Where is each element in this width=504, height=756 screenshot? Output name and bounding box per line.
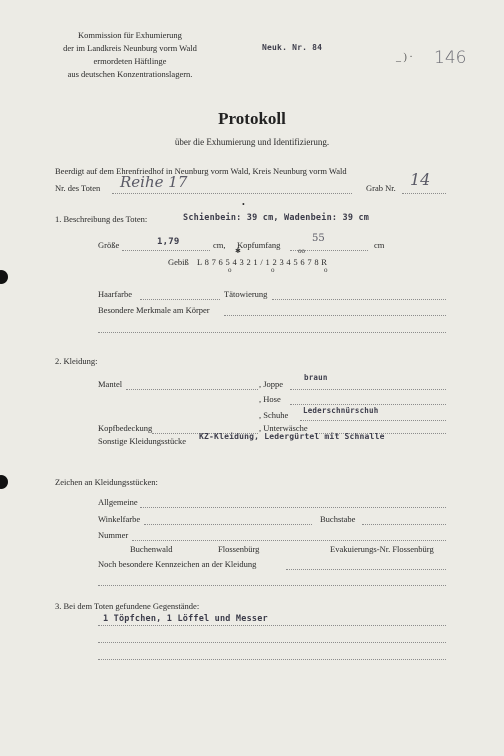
other-markings-line — [286, 569, 446, 570]
dead-number-line — [112, 193, 352, 194]
typed-mark: • — [242, 200, 245, 209]
grave-number-line — [402, 193, 446, 194]
tooth-mark: oo — [298, 247, 305, 255]
org-line-4: aus deutschen Konzentrationslagern. — [67, 69, 193, 79]
body-marks-line — [224, 315, 446, 316]
height-unit: cm, — [213, 240, 226, 250]
other-clothing-label: Sonstige Kleidungsstücke — [98, 436, 187, 446]
height-label: Größe — [98, 240, 120, 250]
reference-mark: _ ) · — [396, 52, 413, 63]
page-title: Protokoll — [218, 109, 286, 128]
tooth-mark: o — [324, 266, 328, 274]
number-label: Nummer — [98, 530, 129, 540]
height-value: 1,79 — [157, 237, 180, 247]
hair-color-label: Haarfarbe — [98, 289, 132, 299]
tooth-mark: o — [228, 266, 232, 274]
teeth-label: Gebiß — [168, 257, 189, 267]
page-number-handwritten: 146 — [434, 48, 467, 68]
tooth-mark: o — [271, 266, 275, 274]
coat-line — [126, 389, 258, 390]
other-markings-line-2 — [98, 585, 446, 586]
dead-number-label: Nr. des Toten — [55, 183, 101, 193]
tattoo-line — [272, 299, 446, 300]
section2-heading: 2. Kleidung: — [55, 356, 98, 366]
jacket-label: , Joppe — [259, 379, 284, 389]
shoes-value: Lederschnürschuh — [303, 406, 379, 415]
height-line — [122, 250, 210, 251]
letter-line — [362, 524, 446, 525]
triangle-color-line — [144, 524, 312, 525]
markings-heading: Zeichen an Kleidungsstücken: — [55, 477, 158, 487]
headwear-label: Kopfbedeckung — [98, 423, 153, 433]
grave-number-label: Grab Nr. — [366, 183, 396, 193]
found-items-line-1 — [98, 625, 446, 626]
letter-label: Buchstabe — [320, 514, 356, 524]
grave-number-value: 14 — [410, 170, 431, 189]
trousers-label: , Hose — [259, 394, 281, 404]
section1-typed-measurements: Schienbein: 39 cm, Wadenbein: 39 cm — [183, 213, 370, 223]
flossenbuerg-label: Flossenbürg — [218, 544, 260, 554]
shoes-line — [300, 420, 446, 421]
punch-hole-top — [0, 270, 8, 284]
number-line — [132, 540, 446, 541]
tooth-mark: ✱ — [235, 247, 241, 255]
head-unit: cm — [374, 240, 385, 250]
org-line-2: der im Landkreis Neunburg vorm Wald — [63, 43, 197, 53]
general-line — [140, 507, 446, 508]
trousers-line — [290, 404, 446, 405]
other-clothing-value: KZ-Kleidung, Ledergürtel mit Schnalle — [199, 432, 385, 441]
triangle-color-label: Winkelfarbe — [98, 514, 141, 524]
buchenwald-label: Buchenwald — [130, 544, 173, 554]
body-marks-line-2 — [98, 332, 446, 333]
tattoo-label: Tätowierung — [224, 289, 268, 299]
section1-heading: 1. Beschreibung des Toten: — [55, 214, 148, 224]
section3-heading: 3. Bei dem Toten gefundene Gegenstände: — [55, 601, 200, 611]
jacket-value: braun — [304, 373, 328, 382]
reference-number: Neuk. Nr. 84 — [262, 43, 323, 52]
hair-color-line — [140, 299, 220, 300]
teeth-chart: L 8 7 6 5 4 3 2 1 / 1 2 3 4 5 6 7 8 R — [197, 257, 328, 267]
head-circumference-label: Kopfumfang — [237, 240, 281, 250]
org-line-1: Kommission für Exhumierung — [78, 30, 182, 40]
head-circumference-value: 55 — [312, 233, 325, 244]
shoes-label: , Schuhe — [259, 410, 289, 420]
punch-hole-bottom — [0, 475, 8, 489]
page-subtitle: über die Exhumierung und Identifizierung. — [174, 137, 330, 147]
org-line-3: ermordeten Häftlinge — [93, 56, 167, 66]
found-items-value: 1 Töpfchen, 1 Löffel und Messer — [103, 614, 268, 624]
coat-label: Mantel — [98, 379, 123, 389]
found-items-line-2 — [98, 642, 446, 643]
underwear-label: , Unterwäsche — [259, 423, 308, 433]
found-items-line-3 — [98, 659, 446, 660]
jacket-line — [290, 389, 446, 390]
dead-number-value: Reihe 17 — [120, 173, 188, 191]
evacuation-number-label: Evakuierungs-Nr. Flossenbürg — [330, 544, 434, 554]
burial-place-line: Beerdigt auf dem Ehrenfriedhof in Neunburg vorm Wald, Kreis Neunburg vorm Wald — [55, 166, 347, 176]
body-marks-label: Besondere Merkmale am Körper — [98, 305, 210, 315]
other-markings-label: Noch besondere Kennzeichen an der Kleidung — [98, 559, 257, 569]
general-label: Allgemeine — [98, 497, 138, 507]
